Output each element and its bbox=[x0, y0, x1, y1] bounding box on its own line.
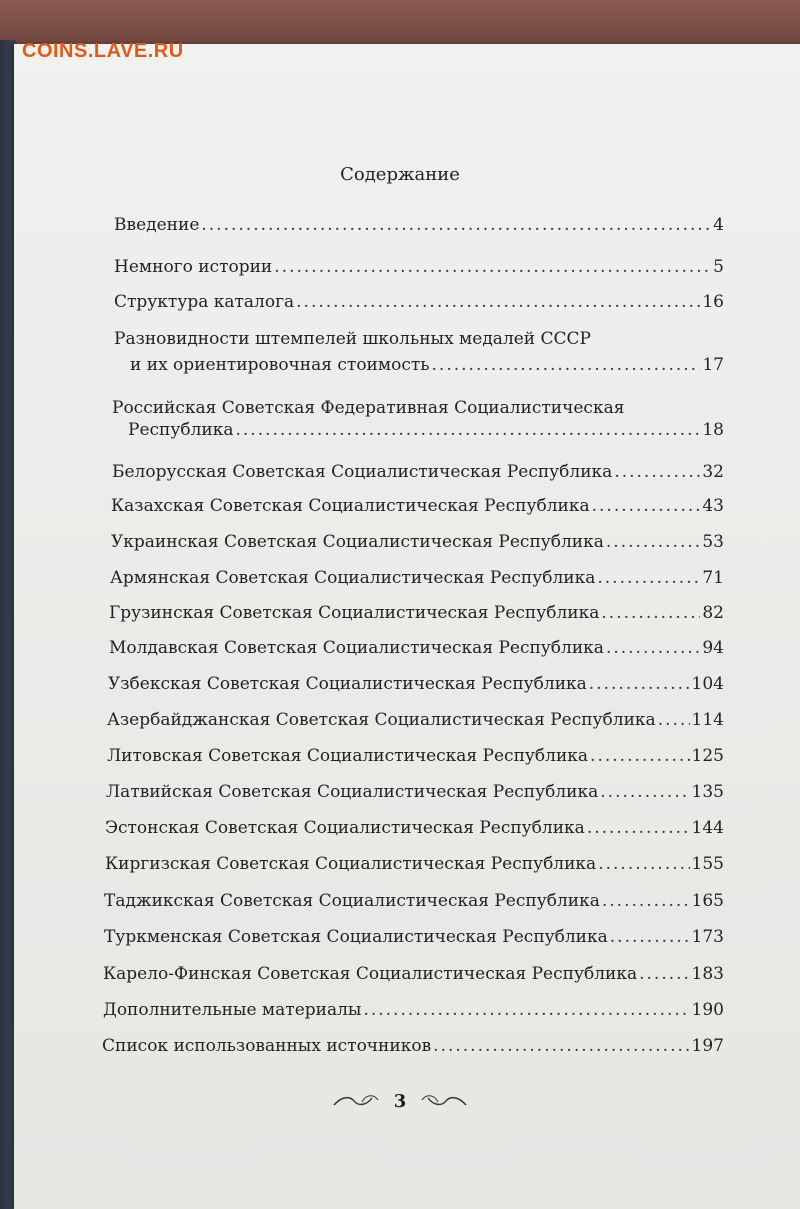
toc-entry bbox=[114, 291, 724, 327]
toc-entry-label: Карело-Финская Советская Социалистическая Республика bbox=[103, 964, 638, 984]
leader-dots bbox=[639, 963, 689, 985]
toc-entry-page: 4 bbox=[713, 215, 724, 235]
toc-entry-label: Туркменская Советская Социалистическая Республика bbox=[104, 927, 608, 947]
leader-dots bbox=[614, 461, 700, 483]
toc-entry bbox=[107, 745, 724, 781]
toc-entry-page: 82 bbox=[702, 603, 724, 623]
toc-entry-label: Эстонская Советская Социалистическая Республика bbox=[105, 818, 585, 838]
toc-entry-page: 155 bbox=[691, 854, 724, 874]
leader-dots bbox=[598, 853, 689, 875]
toc-entry bbox=[109, 637, 724, 673]
toc-entry-label: Литовская Советская Социалистическая Республика bbox=[107, 746, 589, 766]
leader-dots bbox=[235, 419, 700, 441]
toc-entry-page: 104 bbox=[691, 674, 724, 694]
leader-dots bbox=[363, 999, 689, 1021]
toc-entry bbox=[105, 817, 724, 853]
toc-entry bbox=[104, 926, 724, 962]
toc-entry bbox=[110, 567, 724, 603]
toc-entry bbox=[108, 673, 724, 709]
toc-entry-page: 16 bbox=[702, 292, 724, 312]
leader-dots bbox=[597, 567, 700, 589]
leader-dots bbox=[587, 817, 690, 839]
toc-entry-label: Армянская Советская Социалистическая Республика bbox=[110, 568, 596, 588]
toc-entry-page: 190 bbox=[691, 1000, 724, 1020]
toc-entry-label: Введение bbox=[114, 215, 200, 235]
leader-dots bbox=[433, 1035, 689, 1057]
watermark: COINS.LAVE.RU bbox=[22, 40, 184, 62]
page-number-footer bbox=[0, 1086, 800, 1116]
toc-entry bbox=[105, 853, 724, 889]
toc-entry-page: 18 bbox=[702, 420, 724, 440]
toc-entry-label: Белорусская Советская Социалистическая Республика bbox=[112, 462, 613, 482]
toc-entry-page: 71 bbox=[702, 568, 724, 588]
toc-entry-label: Молдавская Советская Социалистическая Республика bbox=[109, 638, 604, 658]
leader-dots bbox=[296, 291, 700, 313]
page-number: 3 bbox=[393, 1090, 407, 1112]
toc-entry-label: Латвийская Советская Социалистическая Республика bbox=[106, 782, 599, 802]
toc-entry-page: 114 bbox=[691, 710, 724, 730]
toc-entry bbox=[104, 890, 724, 926]
toc-entry-page: 32 bbox=[702, 462, 724, 482]
toc-entry bbox=[114, 214, 724, 250]
toc-entry-page: 5 bbox=[713, 257, 724, 277]
toc-entry bbox=[112, 461, 724, 497]
toc-entry bbox=[114, 328, 724, 386]
leader-dots bbox=[606, 637, 700, 659]
toc-entry-label: и их ориентировочная стоимость bbox=[130, 355, 430, 375]
leader-dots bbox=[589, 673, 690, 695]
ornament-left-icon bbox=[332, 1092, 380, 1110]
toc-entry bbox=[103, 999, 724, 1035]
toc-entry bbox=[109, 602, 724, 638]
toc-entry bbox=[103, 963, 724, 999]
toc-entry bbox=[114, 256, 724, 292]
ornament-right-icon bbox=[420, 1092, 468, 1110]
toc-entry-page: 144 bbox=[691, 818, 724, 838]
toc-entry-label: Список использованных источников bbox=[102, 1036, 432, 1056]
toc-entry bbox=[107, 709, 724, 745]
leader-dots bbox=[592, 495, 701, 517]
leader-dots bbox=[201, 214, 711, 236]
toc-entry-label: Казахская Советская Социалистическая Республика bbox=[111, 496, 590, 516]
leader-dots bbox=[602, 890, 690, 912]
toc-entry-page: 183 bbox=[691, 964, 724, 984]
toc-entry-label: Дополнительные материалы bbox=[103, 1000, 362, 1020]
toc-entry bbox=[106, 781, 724, 817]
page-title: Содержание bbox=[340, 164, 460, 185]
toc-entry-label: Структура каталога bbox=[114, 292, 295, 312]
toc-entry-page: 173 bbox=[691, 927, 724, 947]
toc-entry-page: 43 bbox=[702, 496, 724, 516]
leader-dots bbox=[274, 256, 711, 278]
toc-entry bbox=[102, 1035, 724, 1071]
toc-entry-label: Грузинская Советская Социалистическая Республика bbox=[109, 603, 600, 623]
toc-entry bbox=[111, 531, 724, 567]
toc-entry bbox=[111, 495, 724, 531]
toc-entry-label: Киргизская Советская Социалистическая Республика bbox=[105, 854, 597, 874]
leader-dots bbox=[610, 926, 690, 948]
leader-dots bbox=[432, 354, 701, 376]
toc-entry-label: Узбекская Советская Социалистическая Республика bbox=[108, 674, 587, 694]
leader-dots bbox=[590, 745, 690, 767]
leader-dots bbox=[658, 709, 690, 731]
toc-entry-label: Немного истории bbox=[114, 257, 273, 277]
toc-entry-page: 165 bbox=[691, 891, 724, 911]
leader-dots bbox=[600, 781, 689, 803]
leader-dots bbox=[601, 602, 700, 624]
leader-dots bbox=[606, 531, 700, 553]
toc-entry-label: Украинская Советская Социалистическая Республика bbox=[111, 532, 604, 552]
toc-entry-label-line1: Разновидности штемпелей школьных медалей СССР bbox=[114, 329, 591, 349]
toc-entry-label-line1: Российская Советская Федеративная Социалистическая bbox=[112, 398, 625, 418]
toc-entry-page: 197 bbox=[691, 1036, 724, 1056]
toc-entry bbox=[112, 397, 724, 455]
toc-entry-label: Таджикская Советская Социалистическая Республика bbox=[104, 891, 600, 911]
toc-entry-page: 53 bbox=[702, 532, 724, 552]
toc-entry-page: 94 bbox=[702, 638, 724, 658]
toc-entry-label: Республика bbox=[128, 420, 234, 440]
toc-entry-page: 125 bbox=[691, 746, 724, 766]
toc-entry-label: Азербайджанская Советская Социалистическая Республика bbox=[107, 710, 656, 730]
toc-entry-page: 17 bbox=[702, 355, 724, 375]
toc-entry-page: 135 bbox=[691, 782, 724, 802]
